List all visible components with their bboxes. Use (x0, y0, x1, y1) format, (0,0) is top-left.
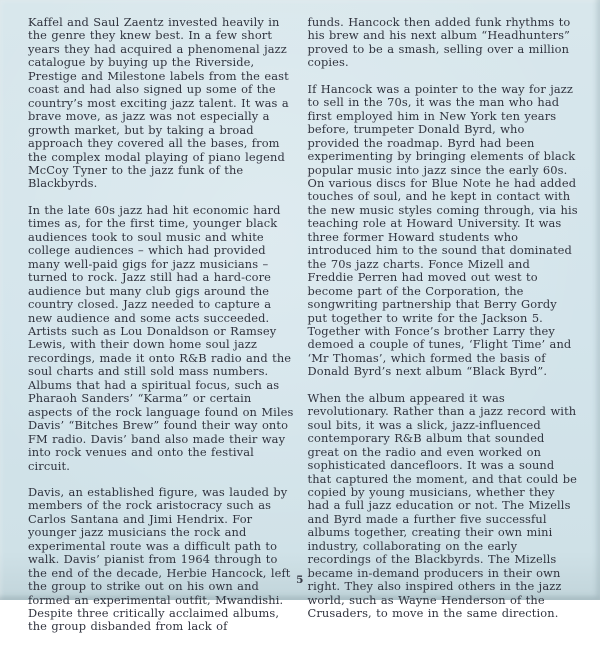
right-column (308, 16, 581, 647)
paragraph-donald-byrd: If Hancock was a pointer to the way for jazz to sell in the 70s, it was the man who had first employed him in New York ten years before, trumpeter Donald Byrd, who provided the roadmap. Byrd had been experimenting by bringing elements of black popular music into jazz since the early 60s. On various discs for Blue Note he had added touches of soul, and he kept in contact with the new music styles coming through, via his teaching role at Howard University. It was three former Howard students who introduced him to the sound that dominated the 70s jazz charts. Fonce Mizell and Freddie Perren had moved out west to become part of the Corporation, the songwriting partnership that Berry Gordy put together to write for the Jackson 5. Together with Fonce’s brother Larry they demoed a couple of tunes, ‘Flight Time’ and ‘Mr Thomas’, which formed the basis of Donald Byrd’s next album “Black Byrd”. (307, 81, 578, 379)
paragraph-davis-hancock: Davis, an established figure, was lauded by members of the rock aristocracy such as Carlos Santana and Jimi Hendrix. For younger jazz musicians the rock and experimental route was a difficult path to walk. Davis’ pianist from 1964 through to the end of the decade, Herbie Hancock, left the group to strike out on his own and formed an experimental outfit, Mwandishi. Despite three critically acclaimed albums, the group disbanded from lack of (28, 484, 291, 634)
left-column (28, 16, 299, 647)
page-number: 5 (296, 574, 304, 586)
paragraph-headhunters: funds. Hancock then added funk rhythms to his brew and his next album “Headhunters” proved to be a smash, selling over a million copies. (307, 15, 571, 70)
paragraph-black-byrd-revolutionary: When the album appeared it was revolutionary. Rather than a jazz record with soul bits, it was a slick, jazz-influenced contemporary R&B album that sounded great on the radio and even worked on sophisticated dancefloors. It was a sound that captured the moment, and that could be copied by young musicians, whether they had a full jazz education or not. The Mizells and Byrd made a further five successful albums together, creating their own mini industry, collaborating on the early recordings of the Blackbyrds. The Mizells became in-demand producers in their own right. They also inspired others in the jazz world, such as Wayne Henderson of the Crusaders, to move in the same direction. (307, 390, 577, 621)
paragraph-late-60s-jazz: In the late 60s jazz had hit economic hard times as, for the first time, younger black audiences took to soul music and white college audiences – which had provided many well-paid gigs for jazz musicians – turned to rock. Jazz still had a hard-core audience but many club gigs around the country closed. Jazz needed to capture a new audience and some acts succeeded. Artists such as Lou Donaldson or Ramsey Lewis, with their down home soul jazz recordings, made it onto R&B radio and the soul charts and still sold mass numbers. Albums that had a spiritual focus, such as Pharaoh Sanders’ “Karma” or certain aspects of the rock language found on Miles Davis’ “Bitches Brew” found their way onto FM radio. Davis’ band also made their way into rock venues and onto the festival circuit. (28, 202, 294, 473)
paragraph-kaffel-zaentz: Kaffel and Saul Zaentz invested heavily in the genre they knew best. In a few short years they had acquired a phenomenal jazz catalogue by buying up the Riverside, Prestige and Milestone labels from the east coast and had also signed up some of the country’s most exciting jazz talent. It was a brave move, as jazz was not especially a growth market, but by taking a broad approach they covered all the bases, from the complex modal playing of piano legend McCoy Tyner to the jazz funk of the Blackbyrds. (28, 15, 289, 191)
